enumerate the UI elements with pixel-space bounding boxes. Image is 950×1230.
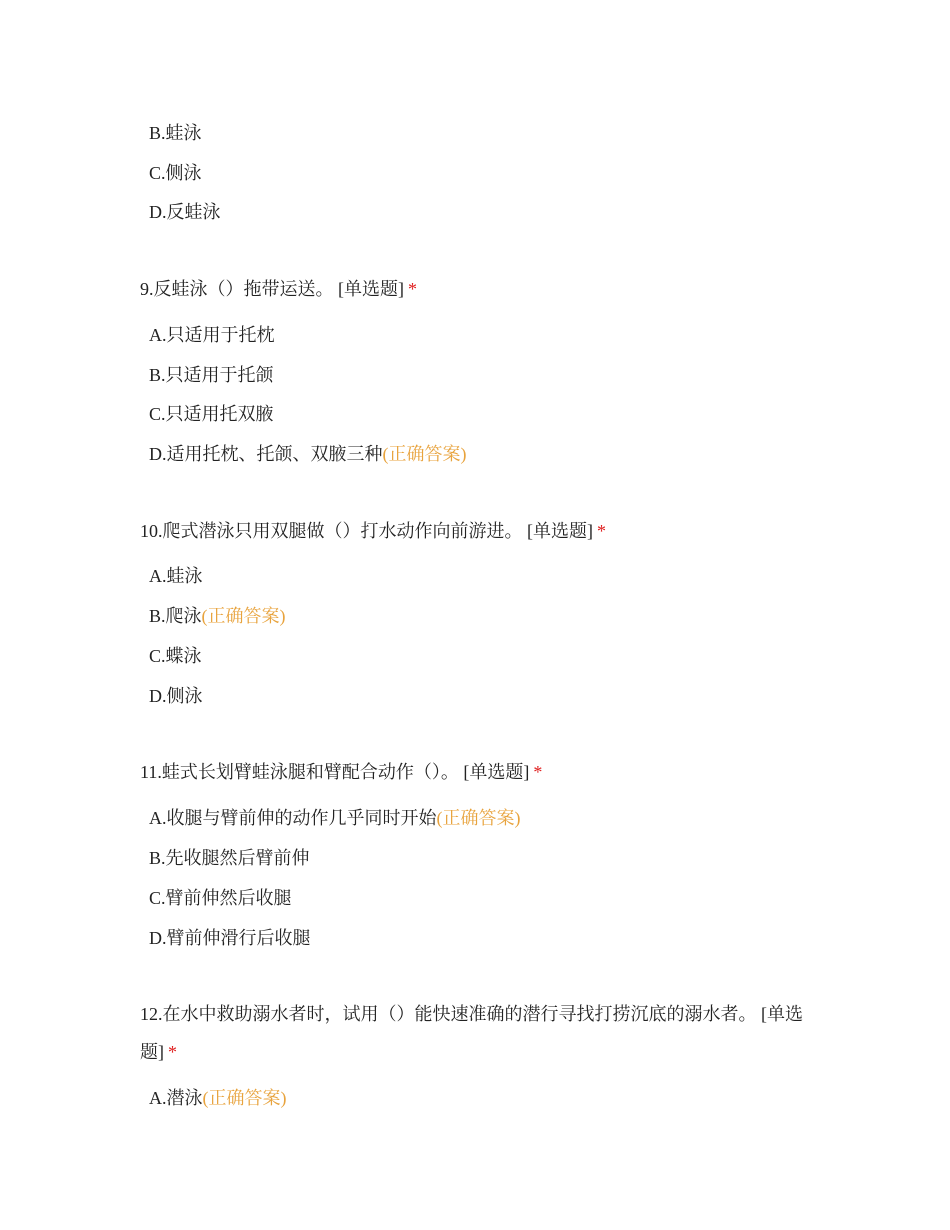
option-text: B.爬泳 (149, 606, 202, 626)
option-item (149, 844, 310, 872)
correct-answer-tag: (正确答案) (436, 808, 521, 828)
option-text: C.只适用托双腋 (149, 404, 274, 424)
question-title-11 (140, 753, 820, 791)
question-text: 12.在水中救助溺水者时，试用（）能快速准确的潜行寻找打捞沉底的溺水者。 [单选题] (140, 1004, 803, 1062)
option-text: D.适用托枕、托颌、双腋三种 (149, 444, 383, 464)
option-text: C.蝶泳 (149, 646, 202, 666)
option-text: A.蛙泳 (149, 566, 203, 586)
option-item (149, 321, 275, 349)
option-text: C.臂前伸然后收腿 (149, 888, 292, 908)
option-text: D.臂前伸滑行后收腿 (149, 928, 311, 948)
option-item (149, 642, 202, 670)
question-title-12 (140, 995, 820, 1071)
option-text: B.蛙泳 (149, 123, 202, 143)
correct-answer-tag: (正确答案) (202, 1088, 287, 1108)
option-item (149, 924, 311, 952)
option-text: D.侧泳 (149, 686, 203, 706)
option-item (149, 400, 274, 428)
required-mark: * (168, 1042, 177, 1062)
required-mark: * (597, 521, 606, 541)
required-mark: * (533, 762, 543, 782)
option-item (149, 562, 203, 590)
question-text: 11.蛙式长划臂蛙泳腿和臂配合动作（）。 [单选题] (140, 762, 530, 782)
option-text: C.侧泳 (149, 163, 202, 183)
option-item (149, 361, 274, 389)
option-item (149, 198, 221, 226)
option-item (149, 1084, 287, 1112)
option-text: A.收腿与臂前伸的动作几乎同时开始 (149, 808, 437, 828)
option-item (149, 159, 202, 187)
option-text: B.先收腿然后臂前伸 (149, 848, 310, 868)
option-item (149, 682, 203, 710)
correct-answer-tag: (正确答案) (201, 606, 286, 626)
option-item (149, 602, 286, 630)
option-text: D.反蛙泳 (149, 202, 221, 222)
option-text: A.潜泳 (149, 1088, 203, 1108)
option-item (149, 440, 467, 468)
option-item (149, 119, 202, 147)
question-text: 10.爬式潜泳只用双腿做（）打水动作向前游进。 [单选题] (140, 521, 593, 541)
question-title-10 (140, 512, 820, 550)
option-item (149, 884, 292, 912)
question-title-9 (140, 270, 820, 308)
option-text: B.只适用于托颌 (149, 365, 274, 385)
option-text: A.只适用于托枕 (149, 325, 275, 345)
correct-answer-tag: (正确答案) (382, 444, 467, 464)
question-text: 9.反蛙泳（）拖带运送。 [单选题] (140, 279, 404, 299)
required-mark: * (408, 279, 417, 299)
option-item (149, 804, 521, 832)
